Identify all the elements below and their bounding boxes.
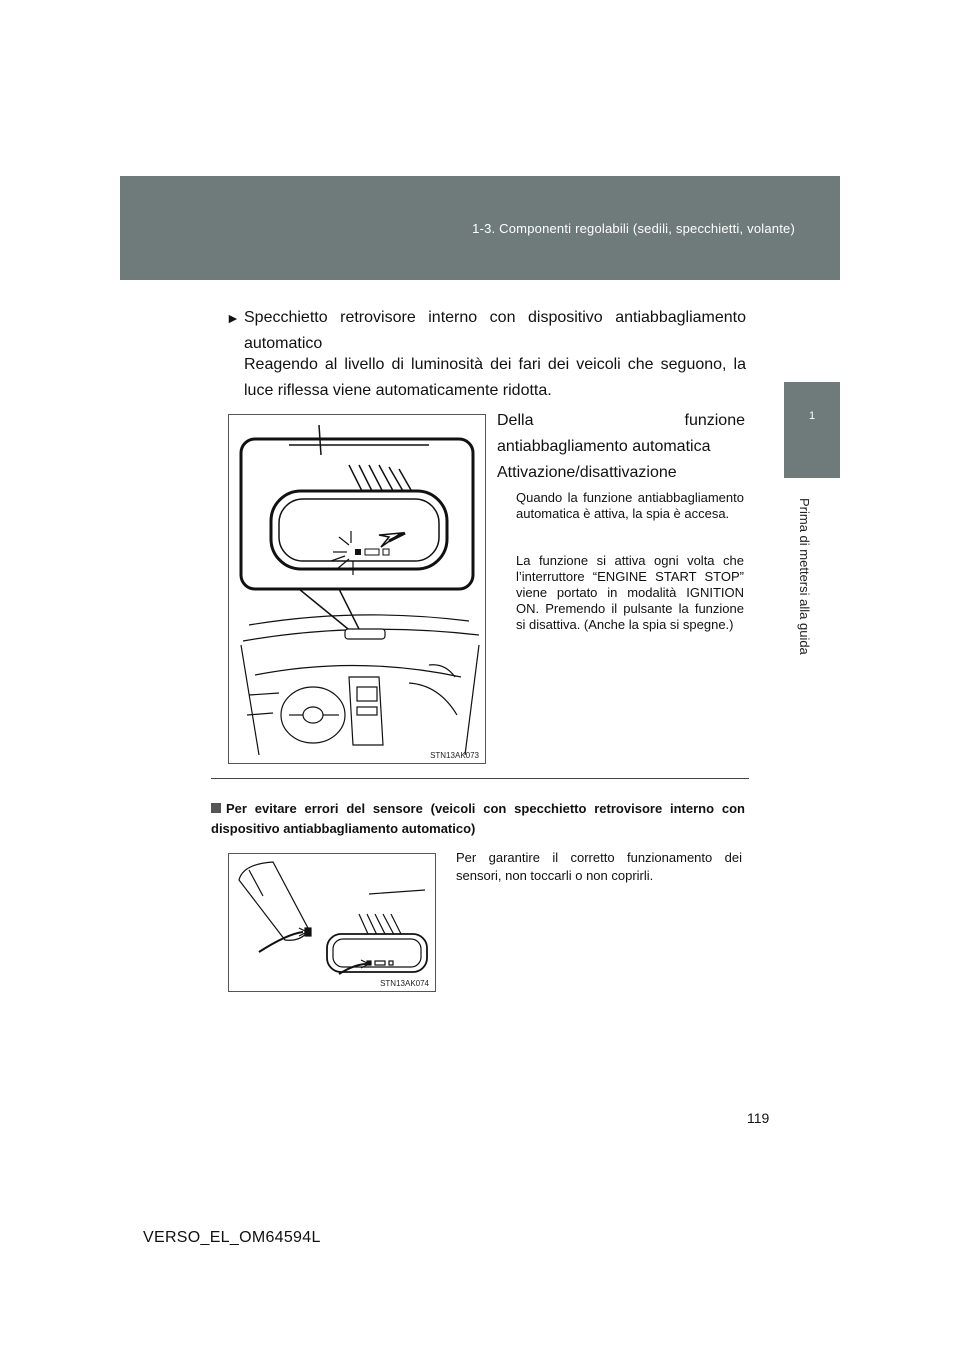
bullet-heading <box>226 305 746 357</box>
chapter-label: Prima di mettersi alla guida <box>797 498 812 655</box>
feature-title-line2: antiabbagliamento automatica <box>497 438 711 455</box>
square-bullet-icon <box>211 803 221 813</box>
indicator-description: Quando la funzione antiabbagliamento automatica è attiva, la spia è accesa. <box>516 490 744 521</box>
chapter-number: 1 <box>808 410 816 422</box>
sensor-drawing <box>229 854 435 991</box>
feature-title-word2: funzione <box>684 412 745 429</box>
figure-code: STN13AK073 <box>430 751 479 760</box>
feature-title-line3: Attivazione/disattivazione <box>497 464 677 481</box>
sensor-section-heading <box>211 799 745 839</box>
header-band <box>120 176 840 280</box>
activation-description: La funzione si attiva ogni volta che l’interruttore “ENGINE START STOP” viene portato in modalità IGNITION ON. Premendo il pulsante la funzione si disattiva. (Anche la spia si spegne.) <box>516 553 744 632</box>
mirror-illustration <box>228 414 486 764</box>
section-divider <box>211 778 749 779</box>
feature-title <box>497 408 745 486</box>
intro-paragraph: Reagendo al livello di luminosità dei fari dei veicoli che seguono, la luce riflessa viene automaticamente ridotta. <box>244 356 746 399</box>
bullet-heading-text: Specchietto retrovisore interno con dispositivo antiabbagliamento automatico <box>244 309 746 352</box>
feature-title-word1: Della <box>497 412 534 429</box>
section-title: 1-3. Componenti regolabili (sedili, specchietti, volante) <box>472 221 795 236</box>
chapter-tab <box>784 382 840 478</box>
sensor-heading-text: Per evitare errori del sensore (veicoli con specchietto retrovisore interno con dispositivo antiabbagliamento automatico) <box>211 801 745 836</box>
mirror-drawing <box>229 415 485 763</box>
page-number: 119 <box>747 1110 770 1126</box>
figure-code: STN13AK074 <box>380 979 429 988</box>
document-code: VERSO_EL_OM64594L <box>143 1229 321 1246</box>
bullet-triangle-icon: ► <box>226 310 240 326</box>
sensor-illustration <box>228 853 436 992</box>
sensor-section-text: Per garantire il corretto funzionamento dei sensori, non toccarli o non coprirli. <box>456 850 742 883</box>
